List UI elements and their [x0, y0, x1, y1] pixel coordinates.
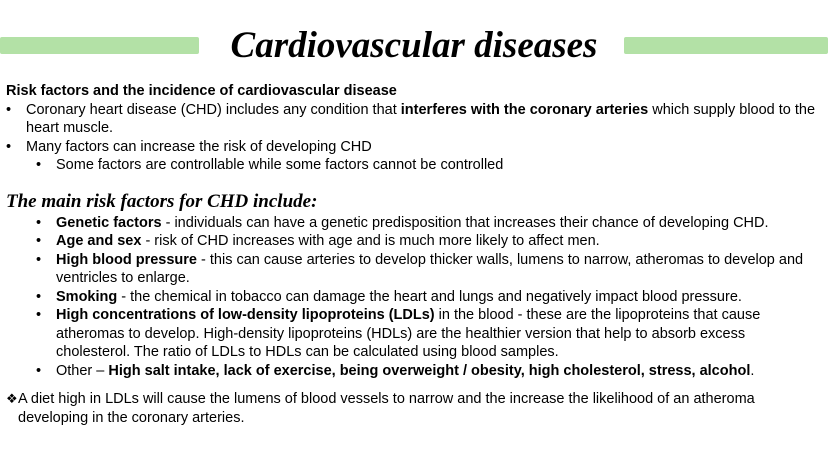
- risk-factor-text: Other –: [56, 362, 109, 379]
- summary-note: [6, 390, 822, 427]
- risk-factor-text: .: [750, 362, 755, 379]
- section-heading: Risk factors and the incidence of cardiovascular disease: [6, 83, 397, 99]
- page-title-text: Cardiovascular diseases: [223, 25, 606, 66]
- list-item: [6, 101, 822, 138]
- risk-factor-item: [6, 306, 822, 362]
- risk-factor-text: - risk of CHD increases with age and is much more likely to affect men.: [141, 233, 600, 249]
- risk-factor-item: [6, 251, 822, 288]
- bullet-text: which supply blood to the heart muscle.: [26, 101, 816, 136]
- risk-factor-text: - individuals can have a genetic predisposition that increases their chance of developing CHD.: [161, 214, 769, 231]
- diamond-bullet-icon: ❖: [6, 391, 18, 406]
- list-item: [6, 156, 822, 175]
- risk-factor-text: in the blood - these are the lipoproteins that cause atheromas to develop. High-density lipoproteins (HDLs) are the healthier version that help to absorb excess cholesterol. The ratio of LDLs to HDLs can be calculated using blood samples.: [56, 307, 761, 360]
- risk-factor-item: [6, 232, 822, 251]
- risk-factor-item: [6, 362, 822, 381]
- risk-factor-name: Genetic factors: [56, 214, 162, 231]
- list-item: [6, 138, 822, 157]
- intro-sublist: [6, 156, 822, 175]
- risk-factor-name: High blood pressure: [56, 251, 197, 268]
- risk-factor-item: [6, 214, 822, 233]
- intro-list: [6, 101, 822, 157]
- risk-factor-text: - the chemical in tobacco can damage the heart and lungs and negatively impact blood pressure.: [117, 288, 742, 305]
- page-title: [0, 24, 828, 68]
- risk-factors-list: [6, 214, 822, 381]
- risk-factor-name: Smoking: [56, 288, 118, 305]
- risk-factor-name: High concentrations of low-density lipoproteins (LDLs): [56, 307, 435, 323]
- bullet-text: Coronary heart disease (CHD) includes any condition that: [26, 101, 401, 118]
- bullet-text: Many factors can increase the risk of developing CHD: [26, 138, 372, 155]
- note-text: A diet high in LDLs will cause the lumens of blood vessels to narrow and the increase the likelihood of an atheroma developing in the coronary arteries.: [18, 391, 755, 426]
- risk-factor-text: - this can cause arteries to develop thicker walls, lumens to narrow, atheromas to develop and ventricles to enlarge.: [56, 251, 804, 286]
- risk-factors-heading: The main risk factors for CHD include:: [6, 190, 318, 212]
- slide-content: [6, 82, 822, 427]
- bullet-text: Some factors are controllable while some factors cannot be controlled: [56, 157, 504, 173]
- risk-factor-name: High salt intake, lack of exercise, being overweight / obesity, high cholesterol, stress, alcohol: [108, 362, 751, 379]
- risk-factor-name: Age and sex: [56, 233, 142, 249]
- risk-factor-item: [6, 288, 822, 307]
- bullet-emphasis: interferes with the coronary arteries: [400, 101, 649, 118]
